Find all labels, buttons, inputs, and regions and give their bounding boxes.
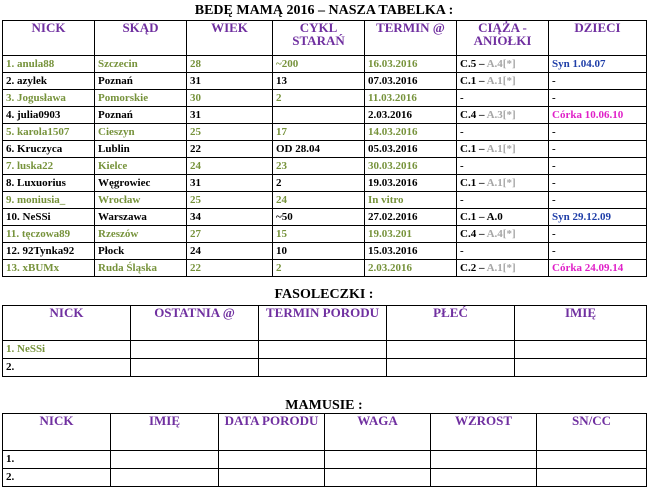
ciaza-main: C.1 – xyxy=(460,142,487,155)
termin-cell: 30.03.2016 xyxy=(365,158,457,175)
termin-cell: 07.03.2016 xyxy=(365,73,457,90)
termin-cell: 14.03.2016 xyxy=(365,124,457,141)
cykl-cell: ~200 xyxy=(273,56,365,73)
fasoleczki-header-termin: TERMIN PORODU xyxy=(259,306,387,341)
mamusie-header-sncc: SN/CC xyxy=(537,414,647,451)
termin-cell: In vitro xyxy=(365,192,457,209)
wiek-cell: 28 xyxy=(187,56,273,73)
termin-cell: 2.03.2016 xyxy=(365,107,457,124)
wiek-cell: 22 xyxy=(187,141,273,158)
skad-cell: Pomorskie xyxy=(95,90,187,107)
ciaza-cell xyxy=(457,141,549,158)
cykl-cell: 13 xyxy=(273,73,365,90)
dzieci-cell: - xyxy=(549,175,647,192)
cykl-cell: ~50 xyxy=(273,209,365,226)
fasoleczki-header-nick: NICK xyxy=(3,306,131,341)
ciaza-main: - xyxy=(460,244,464,257)
skad-cell: Płock xyxy=(95,243,187,260)
dzieci-cell: - xyxy=(549,158,647,175)
header-termin: TERMIN @ xyxy=(365,21,457,56)
table-row xyxy=(3,192,647,209)
wiek-cell: 25 xyxy=(187,192,273,209)
wiek-cell: 27 xyxy=(187,226,273,243)
ciaza-main: - xyxy=(460,91,464,104)
table-row xyxy=(3,56,647,73)
table-row xyxy=(3,209,647,226)
table-row xyxy=(3,226,647,243)
skad-cell: Warszawa xyxy=(95,209,187,226)
wiek-cell: 31 xyxy=(187,107,273,124)
table-row xyxy=(3,141,647,158)
termin-cell: 27.02.2016 xyxy=(365,209,457,226)
cykl-cell: 2 xyxy=(273,90,365,107)
header-dzieci: DZIECI xyxy=(549,21,647,56)
ciaza-cell xyxy=(457,124,549,141)
nick-cell: 7. luska22 xyxy=(3,158,95,175)
termin-cell: 15.03.2016 xyxy=(365,243,457,260)
mamusie-nick: 2. xyxy=(3,469,111,487)
termin-cell: 19.03.201 xyxy=(365,226,457,243)
fasoleczki-title: FASOLECZKI : xyxy=(274,287,374,302)
mamusie-header-waga: WAGA xyxy=(325,414,431,451)
termin-cell: 11.03.2016 xyxy=(365,90,457,107)
fasoleczki-nick: 1. NeSSi xyxy=(3,341,131,359)
nick-cell: 1. anula88 xyxy=(3,56,95,73)
main-table xyxy=(2,20,647,277)
ciaza-angels: A.1[*] xyxy=(486,142,516,155)
nick-cell: 4. julia0903 xyxy=(3,107,95,124)
ciaza-angels: A.1[*] xyxy=(486,176,516,189)
ciaza-cell xyxy=(457,226,549,243)
table-row xyxy=(3,90,647,107)
table-row xyxy=(3,73,647,90)
ciaza-main: - xyxy=(460,193,464,206)
skad-cell: Kielce xyxy=(95,158,187,175)
dzieci-cell: Syn 29.12.09 xyxy=(549,209,647,226)
main-table-header xyxy=(3,21,647,56)
dzieci-cell: - xyxy=(549,90,647,107)
dzieci-cell: - xyxy=(549,124,647,141)
ciaza-main: - xyxy=(460,159,464,172)
table-row xyxy=(3,260,647,277)
mamusie-title: MAMUSIE : xyxy=(285,398,363,413)
dzieci-cell: Córka 10.06.10 xyxy=(549,107,647,124)
skad-cell: Poznań xyxy=(95,73,187,90)
table-row xyxy=(3,341,647,359)
nick-cell: 11. tęczowa89 xyxy=(3,226,95,243)
ciaza-cell xyxy=(457,175,549,192)
skad-cell: Ruda Śląska xyxy=(95,260,187,277)
table-row xyxy=(3,359,647,377)
cykl-cell: 17 xyxy=(273,124,365,141)
skad-cell: Rzeszów xyxy=(95,226,187,243)
termin-cell: 19.03.2016 xyxy=(365,175,457,192)
mamusie-table xyxy=(2,413,647,487)
nick-cell: 9. moniusia_ xyxy=(3,192,95,209)
cykl-cell: 15 xyxy=(273,226,365,243)
ciaza-main: C.4 – xyxy=(460,108,487,121)
table-row xyxy=(3,243,647,260)
ciaza-cell xyxy=(457,260,549,277)
cykl-cell: 24 xyxy=(273,192,365,209)
dzieci-cell: - xyxy=(549,226,647,243)
ciaza-angels: A.4[*] xyxy=(486,57,516,70)
ciaza-angels: A.1[*] xyxy=(486,74,516,87)
ciaza-cell xyxy=(457,209,549,226)
dzieci-cell: - xyxy=(549,73,647,90)
mamusie-header xyxy=(3,414,647,451)
ciaza-angels: A.1[*] xyxy=(486,261,516,274)
fasoleczki-header-ostatnia: OSTATNIA @ xyxy=(131,306,259,341)
main-title: BEDĘ MAMĄ 2016 – NASZA TABELKA : xyxy=(194,3,454,18)
nick-cell: 6. Kruczyca xyxy=(3,141,95,158)
wiek-cell: 31 xyxy=(187,73,273,90)
dzieci-cell: - xyxy=(549,192,647,209)
fasoleczki-table xyxy=(2,305,647,377)
ciaza-cell xyxy=(457,243,549,260)
wiek-cell: 24 xyxy=(187,158,273,175)
ciaza-main: C.2 – xyxy=(460,261,487,274)
header-skad: SKĄD xyxy=(95,21,187,56)
ciaza-main: C.1 – A.0 xyxy=(460,210,503,223)
header-nick: NICK xyxy=(3,21,95,56)
nick-cell: 10. NeSSi xyxy=(3,209,95,226)
cykl-cell: 10 xyxy=(273,243,365,260)
termin-cell: 2.03.2016 xyxy=(365,260,457,277)
mamusie-header-wzrost: WZROST xyxy=(431,414,537,451)
cykl-cell: 2 xyxy=(273,175,365,192)
cykl-cell: 23 xyxy=(273,158,365,175)
header-cykl: CYKL STARAŃ xyxy=(273,21,365,56)
ciaza-main: C.1 – xyxy=(460,74,487,87)
wiek-cell: 25 xyxy=(187,124,273,141)
nick-cell: 8. Luxuorius xyxy=(3,175,95,192)
ciaza-cell xyxy=(457,158,549,175)
table-row xyxy=(3,451,647,469)
wiek-cell: 34 xyxy=(187,209,273,226)
skad-cell: Szczecin xyxy=(95,56,187,73)
cykl-cell: OD 28.04 xyxy=(273,141,365,158)
header-ciaza: CIĄŻA - ANIOŁKI xyxy=(457,21,549,56)
header-wiek: WIEK xyxy=(187,21,273,56)
ciaza-cell xyxy=(457,192,549,209)
dzieci-cell: - xyxy=(549,141,647,158)
ciaza-main: C.4 – xyxy=(460,227,487,240)
mamusie-header-imie: IMIĘ xyxy=(111,414,219,451)
wiek-cell: 31 xyxy=(187,175,273,192)
ciaza-cell xyxy=(457,90,549,107)
wiek-cell: 30 xyxy=(187,90,273,107)
table-row xyxy=(3,124,647,141)
nick-cell: 3. Jogusława xyxy=(3,90,95,107)
skad-cell: Poznań xyxy=(95,107,187,124)
cykl-cell: 2 xyxy=(273,260,365,277)
dzieci-cell: Córka 24.09.14 xyxy=(549,260,647,277)
wiek-cell: 24 xyxy=(187,243,273,260)
table-row xyxy=(3,175,647,192)
nick-cell: 13. xBUMx xyxy=(3,260,95,277)
fasoleczki-nick: 2. xyxy=(3,359,131,377)
skad-cell: Cieszyn xyxy=(95,124,187,141)
nick-cell: 2. azylek xyxy=(3,73,95,90)
skad-cell: Lublin xyxy=(95,141,187,158)
fasoleczki-header-plec: PŁEĆ xyxy=(387,306,515,341)
skad-cell: Wrocław xyxy=(95,192,187,209)
table-row xyxy=(3,107,647,124)
nick-cell: 12. 92Tynka92 xyxy=(3,243,95,260)
fasoleczki-header xyxy=(3,306,647,341)
ciaza-angels: A.4[*] xyxy=(486,227,516,240)
ciaza-cell xyxy=(457,56,549,73)
ciaza-main: - xyxy=(460,125,464,138)
ciaza-cell xyxy=(457,73,549,90)
dzieci-cell: - xyxy=(549,243,647,260)
wiek-cell: 22 xyxy=(187,260,273,277)
dzieci-cell: Syn 1.04.07 xyxy=(549,56,647,73)
termin-cell: 05.03.2016 xyxy=(365,141,457,158)
fasoleczki-header-imie: IMIĘ xyxy=(515,306,647,341)
termin-cell: 16.03.2016 xyxy=(365,56,457,73)
table-row xyxy=(3,158,647,175)
table-row xyxy=(3,469,647,487)
mamusie-nick: 1. xyxy=(3,451,111,469)
mamusie-header-data: DATA PORODU xyxy=(219,414,325,451)
ciaza-main: C.5 – xyxy=(460,57,487,70)
ciaza-angels: A.3[*] xyxy=(486,108,516,121)
cykl-cell xyxy=(273,107,365,124)
nick-cell: 5. karola1507 xyxy=(3,124,95,141)
ciaza-main: C.1 – xyxy=(460,176,487,189)
skad-cell: Węgrowiec xyxy=(95,175,187,192)
ciaza-cell xyxy=(457,107,549,124)
mamusie-header-nick: NICK xyxy=(3,414,111,451)
